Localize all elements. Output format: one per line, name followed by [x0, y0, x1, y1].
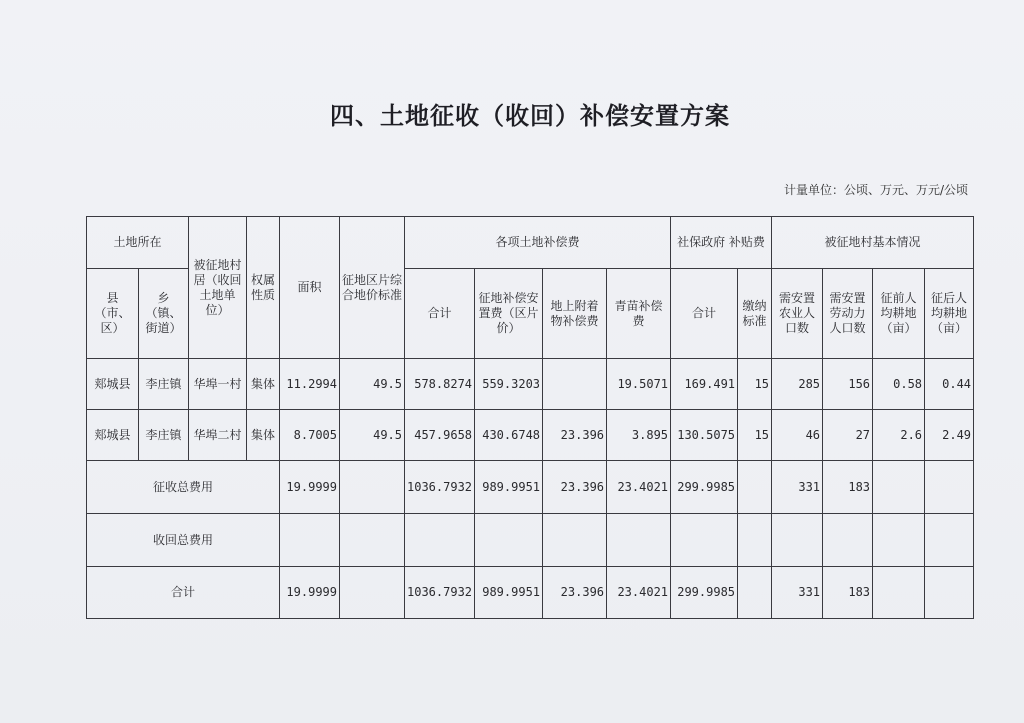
cell-comp-land — [475, 514, 543, 567]
cell-comp-land: 989.9951 — [475, 461, 543, 514]
cell-after — [925, 567, 974, 619]
cell-social-total: 299.9985 — [671, 461, 738, 514]
header-social-std: 缴纳标准 — [738, 269, 772, 359]
cell-comp-crop: 3.895 — [607, 410, 671, 461]
summary-row-expropriation — [87, 461, 974, 514]
table-row — [87, 410, 974, 461]
cell-comp-land: 559.3203 — [475, 359, 543, 410]
cell-after — [925, 461, 974, 514]
header-basic-after: 征后人均耕地（亩） — [925, 269, 974, 359]
cell-area — [280, 514, 340, 567]
cell-before: 0.58 — [873, 359, 925, 410]
header-comp-total: 合计 — [405, 269, 475, 359]
cell-social-total: 130.5075 — [671, 410, 738, 461]
summary-label: 收回总费用 — [87, 514, 280, 567]
cell-comp-total: 1036.7932 — [405, 461, 475, 514]
header-ownership: 权属性质 — [247, 217, 280, 359]
header-basic-group: 被征地村基本情况 — [772, 217, 974, 269]
cell-area: 19.9999 — [280, 567, 340, 619]
cell-county: 郏城县 — [87, 359, 139, 410]
header-comp-crop: 青苗补偿费 — [607, 269, 671, 359]
header-village: 被征地村居（收回土地单位） — [189, 217, 247, 359]
header-county: 县（市、区） — [87, 269, 139, 359]
header-land-price: 征地区片综合地价标准 — [340, 217, 405, 359]
header-location: 土地所在 — [87, 217, 189, 269]
cell-comp-crop: 23.4021 — [607, 461, 671, 514]
cell-comp-attach: 23.396 — [543, 410, 607, 461]
cell-town: 李庄镇 — [139, 410, 189, 461]
cell-price — [340, 514, 405, 567]
cell-comp-total: 457.9658 — [405, 410, 475, 461]
header-town: 乡（镇、街道） — [139, 269, 189, 359]
header-basic-labor: 需安置劳动力人口数 — [823, 269, 873, 359]
cell-social-total — [671, 514, 738, 567]
cell-ownership: 集体 — [247, 359, 280, 410]
header-area: 面积 — [280, 217, 340, 359]
cell-agri: 331 — [772, 461, 823, 514]
cell-social-std — [738, 567, 772, 619]
header-social-total: 合计 — [671, 269, 738, 359]
cell-social-total: 299.9985 — [671, 567, 738, 619]
cell-comp-total — [405, 514, 475, 567]
compensation-table — [86, 216, 974, 619]
cell-area: 11.2994 — [280, 359, 340, 410]
cell-before: 2.6 — [873, 410, 925, 461]
header-social-group: 社保政府 补贴费 — [671, 217, 772, 269]
summary-label: 征收总费用 — [87, 461, 280, 514]
cell-social-std — [738, 461, 772, 514]
cell-price — [340, 461, 405, 514]
header-compensation-group: 各项土地补偿费 — [405, 217, 671, 269]
cell-comp-land: 989.9951 — [475, 567, 543, 619]
cell-comp-attach — [543, 359, 607, 410]
header-comp-attach: 地上附着物补偿费 — [543, 269, 607, 359]
header-comp-land: 征地补偿安置费（区片价） — [475, 269, 543, 359]
page-title: 四、土地征收（收回）补偿安置方案 — [330, 102, 730, 130]
summary-label: 合计 — [87, 567, 280, 619]
cell-social-total: 169.491 — [671, 359, 738, 410]
cell-comp-crop: 19.5071 — [607, 359, 671, 410]
cell-comp-crop: 23.4021 — [607, 567, 671, 619]
cell-comp-total: 1036.7932 — [405, 567, 475, 619]
cell-before — [873, 567, 925, 619]
cell-area: 8.7005 — [280, 410, 340, 461]
cell-labor: 27 — [823, 410, 873, 461]
cell-town: 李庄镇 — [139, 359, 189, 410]
header-basic-before: 征前人均耕地（亩） — [873, 269, 925, 359]
cell-comp-total: 578.8274 — [405, 359, 475, 410]
cell-comp-attach — [543, 514, 607, 567]
cell-social-std: 15 — [738, 410, 772, 461]
cell-agri — [772, 514, 823, 567]
cell-village: 华埠二村 — [189, 410, 247, 461]
cell-labor: 183 — [823, 461, 873, 514]
cell-labor: 156 — [823, 359, 873, 410]
cell-price — [340, 567, 405, 619]
cell-agri: 46 — [772, 410, 823, 461]
cell-before — [873, 461, 925, 514]
header-basic-agri: 需安置农业人口数 — [772, 269, 823, 359]
cell-village: 华埠一村 — [189, 359, 247, 410]
cell-price: 49.5 — [340, 359, 405, 410]
cell-before — [873, 514, 925, 567]
cell-county: 郏城县 — [87, 410, 139, 461]
cell-comp-land: 430.6748 — [475, 410, 543, 461]
cell-after: 2.49 — [925, 410, 974, 461]
cell-price: 49.5 — [340, 410, 405, 461]
cell-comp-crop — [607, 514, 671, 567]
cell-labor — [823, 514, 873, 567]
summary-row-reclaim — [87, 514, 974, 567]
cell-social-std — [738, 514, 772, 567]
summary-row-total — [87, 567, 974, 619]
cell-area: 19.9999 — [280, 461, 340, 514]
cell-social-std: 15 — [738, 359, 772, 410]
cell-agri: 285 — [772, 359, 823, 410]
table-row — [87, 359, 974, 410]
cell-labor: 183 — [823, 567, 873, 619]
cell-comp-attach: 23.396 — [543, 461, 607, 514]
cell-after — [925, 514, 974, 567]
cell-ownership: 集体 — [247, 410, 280, 461]
unit-note: 计量单位：公顷、万元、万元/公顷 — [783, 183, 968, 197]
cell-after: 0.44 — [925, 359, 974, 410]
cell-comp-attach: 23.396 — [543, 567, 607, 619]
cell-agri: 331 — [772, 567, 823, 619]
